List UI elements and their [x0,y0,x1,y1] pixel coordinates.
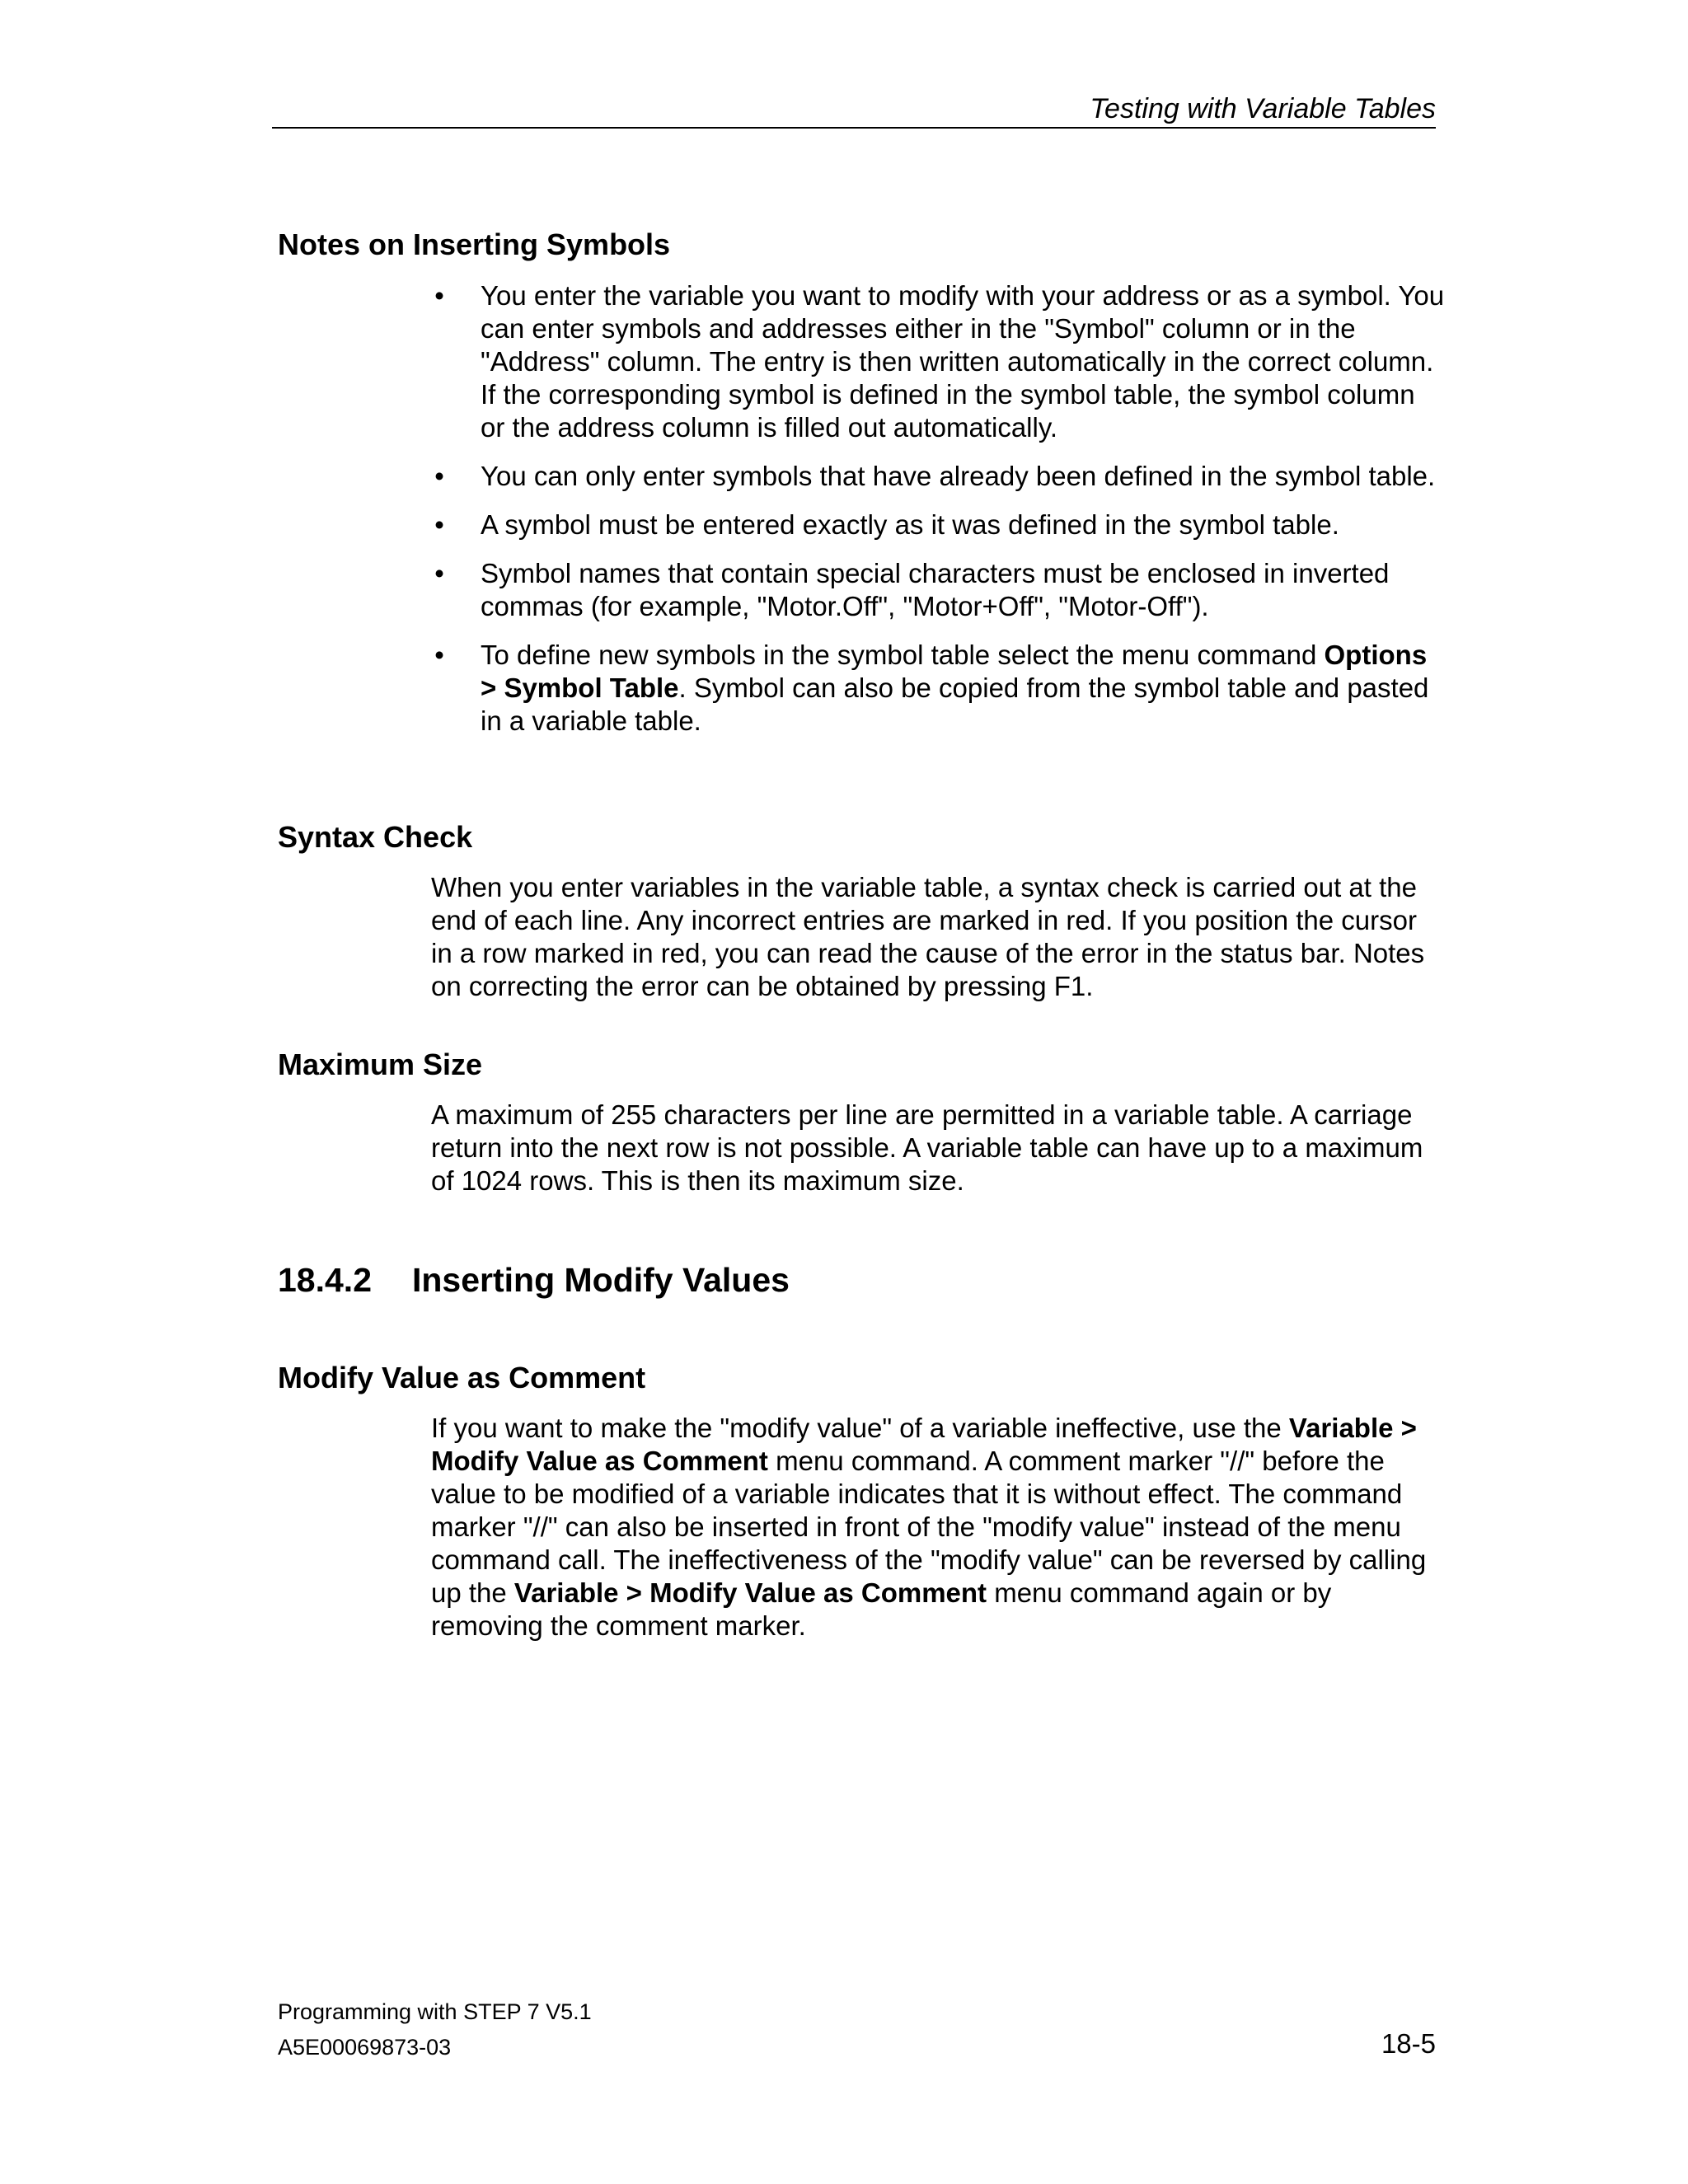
text-run: If you want to make the "modify value" of a variable ineffective, use the [431,1413,1289,1443]
text-run: To define new symbols in the symbol table select the menu command [481,640,1325,670]
menu-command-modify-value-as-comment: Variable > Modify Value as Comment [513,1577,987,1608]
footer-doc-number: A5E00069873-03 [278,2035,452,2060]
list-item [431,460,1445,493]
modify-value-paragraph [431,1412,1445,1643]
heading-maximum-size: Maximum Size [278,1047,483,1081]
heading-notes-on-inserting-symbols: Notes on Inserting Symbols [278,227,671,261]
footer-product: Programming with STEP 7 V5.1 [278,1999,592,2024]
list-item-text: You enter the variable you want to modify with your address or as a symbol. You can enter symbols and addresses either in the "Symbol" column or in the "Address" column. The entry is then written automatically in the correct column. If the corresponding symbol is defined in the symbol table, the symbol column or the address column is filled out automatically. [481,280,1445,443]
list-item-text: You can only enter symbols that have already been defined in the symbol table. [481,461,1436,491]
header-rule [272,127,1436,129]
text-run: . Symbol can also be copied from the symbol table and pasted in a variable table. [481,673,1429,736]
symbol-notes-list [431,279,1445,753]
bullet-icon: • [434,280,444,311]
list-item-text: A symbol must be entered exactly as it was defined in the symbol table. [481,509,1339,540]
heading-syntax-check: Syntax Check [278,820,473,854]
list-item [431,557,1445,623]
bullet-icon: • [434,640,444,670]
page-number: 18-5 [1381,2028,1436,2059]
chapter-number: 18.4.2 [278,1261,372,1299]
maximum-size-paragraph: A maximum of 255 characters per line are permitted in a variable table. A carriage return into the next row is not possible. A variable table can have up to a maximum of 1024 rows. This is then its maximum size. [431,1099,1423,1196]
heading-modify-value-as-comment: Modify Value as Comment [278,1361,646,1394]
menu-command-options-symbol-table: Options > Symbol Table [481,640,1428,703]
chapter-title: Inserting Modify Values [412,1261,790,1299]
text-run: menu command again or by removing the comment marker. [431,1577,1332,1641]
footer-left [278,1994,592,2065]
bullet-icon: • [434,461,444,491]
menu-command-modify-value-as-comment: Variable > Modify Value as Comment [431,1413,1417,1476]
list-item-text [481,640,1428,736]
chapter-heading [278,1258,790,1302]
syntax-check-paragraph: When you enter variables in the variable table, a syntax check is carried out at the end of each line. Any incorrect entries are marked in red. If you position the cursor in a row marked in red, you can read the cause of the error in the status bar. Notes on correcting the error can be obtained by pressing F1. [431,872,1425,1001]
running-header: Testing with Variable Tables [1090,93,1436,124]
bullet-icon: • [434,509,444,540]
list-item [431,509,1445,541]
list-item [431,639,1445,738]
text-run: menu command. A comment marker "//" before the value to be modified of a variable indicates that it is without effect. The command marker "//" can also be inserted in front of the "modify value" instead of the menu command call. The ineffectiveness of the "modify value" can be reversed by calling up the [431,1446,1427,1608]
bullet-icon: • [434,558,444,588]
list-item-text: Symbol names that contain special characters must be enclosed in inverted commas (for example, "Motor.Off", "Motor+Off", "Motor-Off"). [481,558,1390,621]
list-item [431,279,1445,444]
